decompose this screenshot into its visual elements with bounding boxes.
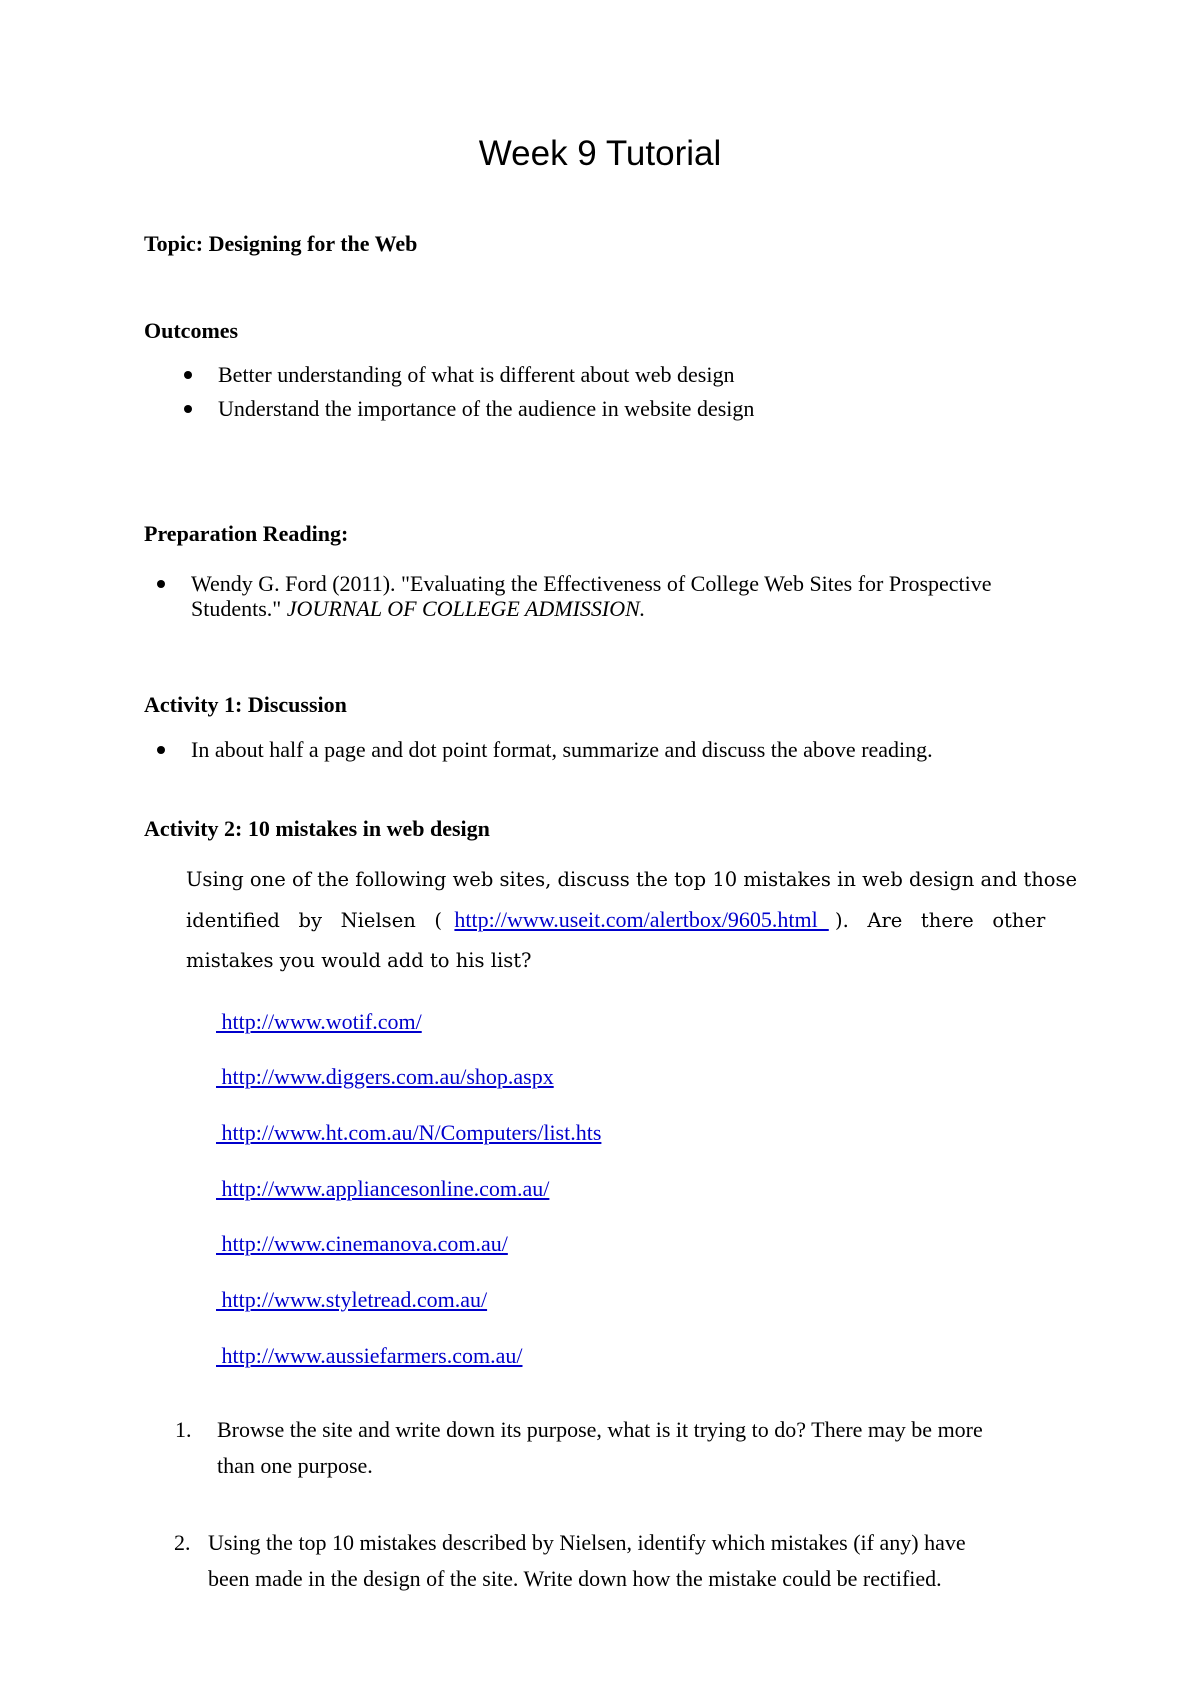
topic-heading: Topic: Designing for the Web bbox=[144, 231, 418, 256]
site-link[interactable]: http://www.styletread.com.au/ bbox=[216, 1287, 488, 1312]
task-text-line1: Browse the site and write down its purpose, what is it trying to do? There may be more bbox=[217, 1417, 983, 1442]
task-item bbox=[175, 1412, 1097, 1484]
activity1-list bbox=[191, 737, 1091, 763]
page-title: Week 9 Tutorial bbox=[478, 134, 722, 173]
reading-citation-line2 bbox=[191, 596, 1091, 621]
reading-list bbox=[191, 571, 1091, 621]
site-link[interactable]: http://www.appliancesonline.com.au/ bbox=[216, 1176, 550, 1201]
activity2-paragraph bbox=[186, 860, 1078, 981]
task-number: 2. bbox=[174, 1530, 191, 1555]
nielsen-link[interactable]: http://www.useit.com/alertbox/9605.html bbox=[454, 907, 829, 932]
site-link[interactable]: http://www.ht.com.au/N/Computers/list.hts bbox=[216, 1120, 602, 1145]
activity2-heading: Activity 2: 10 mistakes in web design bbox=[144, 816, 490, 841]
reading-item bbox=[191, 571, 1091, 621]
reading-citation-text: Students." bbox=[191, 596, 287, 621]
task-text-line2: than one purpose. bbox=[217, 1453, 373, 1478]
site-link[interactable]: http://www.wotif.com/ bbox=[216, 1009, 422, 1034]
task-number: 1. bbox=[175, 1417, 192, 1442]
bullet-icon bbox=[157, 580, 165, 588]
outcome-text: Better understanding of what is different about web design bbox=[218, 362, 735, 387]
task-item bbox=[174, 1525, 1088, 1597]
bullet-icon bbox=[157, 746, 165, 754]
reading-citation-line1: Wendy G. Ford (2011). "Evaluating the Effectiveness of College Web Sites for Prospective bbox=[191, 571, 992, 596]
site-link[interactable]: http://www.diggers.com.au/shop.aspx bbox=[216, 1064, 554, 1089]
activity2-line2-start: identified by Nielsen ( bbox=[186, 909, 455, 932]
activity2-line1: Using one of the following web sites, discuss the top 10 mistakes in web design and those bbox=[186, 868, 1078, 891]
outcomes-list bbox=[218, 362, 754, 430]
site-link[interactable]: http://www.cinemanova.com.au/ bbox=[216, 1231, 508, 1256]
activity1-heading: Activity 1: Discussion bbox=[144, 692, 347, 717]
outcome-text: Understand the importance of the audience in website design bbox=[218, 396, 755, 421]
activity2-line2 bbox=[186, 900, 1046, 941]
task-text-line2: been made in the design of the site. Write down how the mistake could be rectified. bbox=[208, 1566, 942, 1591]
outcome-item bbox=[218, 396, 754, 430]
activity2-line2-end: ). Are there other bbox=[828, 909, 1046, 932]
bullet-icon bbox=[184, 405, 192, 413]
outcome-item bbox=[218, 362, 754, 396]
activity2-line3: mistakes you would add to his list? bbox=[186, 949, 532, 972]
activity1-item bbox=[191, 737, 1091, 763]
reading-heading: Preparation Reading: bbox=[144, 521, 349, 546]
bullet-icon bbox=[184, 371, 192, 379]
site-link[interactable]: http://www.aussiefarmers.com.au/ bbox=[216, 1343, 523, 1368]
journal-name: JOURNAL OF COLLEGE ADMISSION. bbox=[286, 596, 646, 621]
task-text-line1: Using the top 10 mistakes described by Nielsen, identify which mistakes (if any) have bbox=[208, 1530, 966, 1555]
outcomes-heading: Outcomes bbox=[144, 318, 239, 343]
activity1-text: In about half a page and dot point format, summarize and discuss the above reading. bbox=[191, 737, 933, 762]
